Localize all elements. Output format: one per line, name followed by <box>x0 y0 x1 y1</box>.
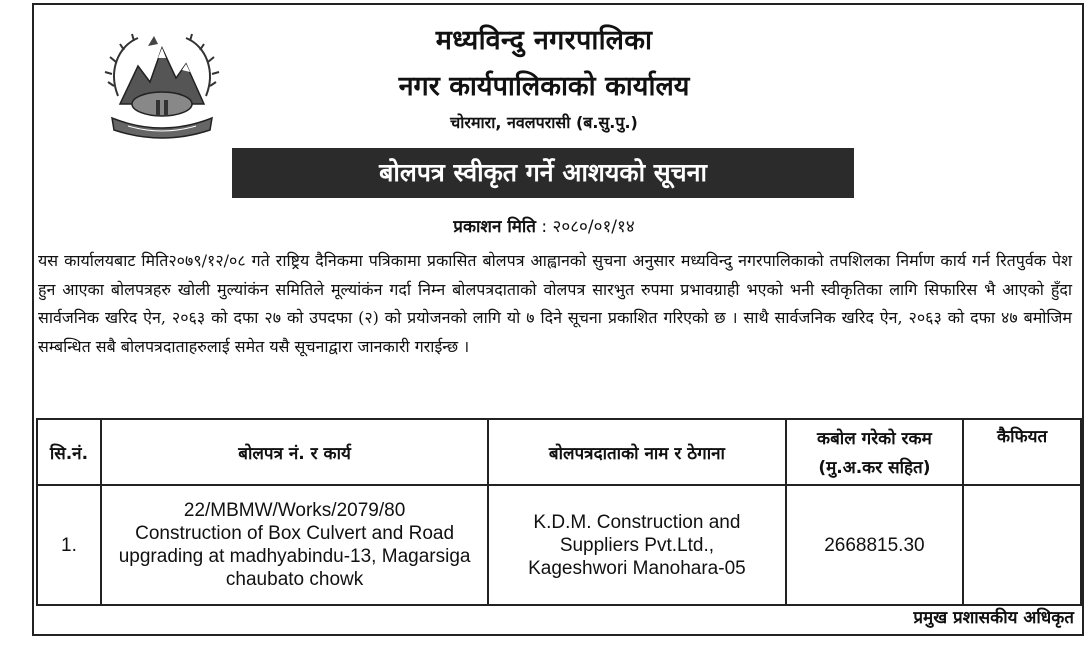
table-header-row <box>37 419 1081 485</box>
bidder-address: Kageshwori Manohara-05 <box>528 557 746 579</box>
header-amount-line1: कबोल गरेको रकम <box>817 429 932 449</box>
bid-table <box>36 418 1082 606</box>
header-bid-no-work: बोलपत्र नं. र कार्य <box>101 419 488 485</box>
organization-name: मध्यविन्दु नगरपालिका <box>435 25 653 56</box>
header-remarks: कैफियत <box>963 419 1081 485</box>
office-name: नगर कार्यपालिकाको कार्यालय <box>398 71 690 102</box>
table-row <box>37 485 1081 605</box>
publication-date-label: प्रकाशन मिति <box>453 217 536 237</box>
publication-date-line <box>0 214 1088 237</box>
cell-amount: 2668815.30 <box>786 485 964 605</box>
bidder-name: K.D.M. Construction and Suppliers Pvt.Ltd., <box>533 511 741 556</box>
cell-bidder <box>488 485 785 605</box>
signatory: प्रमुख प्रशासकीय अधिकृत <box>913 608 1074 628</box>
office-address: चोरमारा, नवलपरासी (ब.सु.पु.) <box>450 113 638 132</box>
cell-remarks <box>963 485 1081 605</box>
publication-date-value: : २०८०/०१/१४ <box>541 217 635 237</box>
header-amount <box>786 419 964 485</box>
notice-body: यस कार्यालयबाट मिति२०७९/१२/०८ गते राष्ट्रिय दैनिकमा पत्रिकामा प्रकासित बोलपत्र आह्वानको सुचना अनुसार मध्यविन्दु नगरपालिकाको तपशिलका निर्माण कार्य गर्न रितपुर्वक पेश हुन आएका बोलपत्रहरु खोली मुल्यांकंन समितिले मूल्यांकंन गर्दा निम्न बोलपत्रदाताको वोलपत्र सारभुत रुपमा प्रभावग्राही भएको भनी स्वीकृतिका लागि सिफारिस भै आएको हुँदा सार्वजनिक खरिद ऐन, २०६३ को दफा २७ को उपदफा (२) को प्रयोजनको लागि यो ७ दिने सूचना प्रकाशित गरिएको छ । साथै सार्वजनिक खरिद ऐन, २०६३ को दफा ४७ बमोजिम सम्बन्धित सबै बोलपत्रदाताहरुलाई समेत यसै सूचनाद्वारा जानकारी गराईन्छ । <box>38 251 1072 356</box>
header-amount-line2: (मु.अ.कर सहित) <box>818 458 931 478</box>
header-sn: सि.नं. <box>37 419 101 485</box>
work-description: Construction of Box Culvert and Road upgrading at madhyabindu-13, Magarsiga chaubato chowk <box>118 523 471 590</box>
notice-title-banner: बोलपत्र स्वीकृत गर्ने आशयको सूचना <box>232 148 854 198</box>
cell-sn: 1. <box>37 485 101 605</box>
header-bidder: बोलपत्रदाताको नाम र ठेगाना <box>488 419 785 485</box>
cell-bid-work <box>101 485 488 605</box>
bid-number: 22/MBMW/Works/2079/80 <box>183 500 406 521</box>
